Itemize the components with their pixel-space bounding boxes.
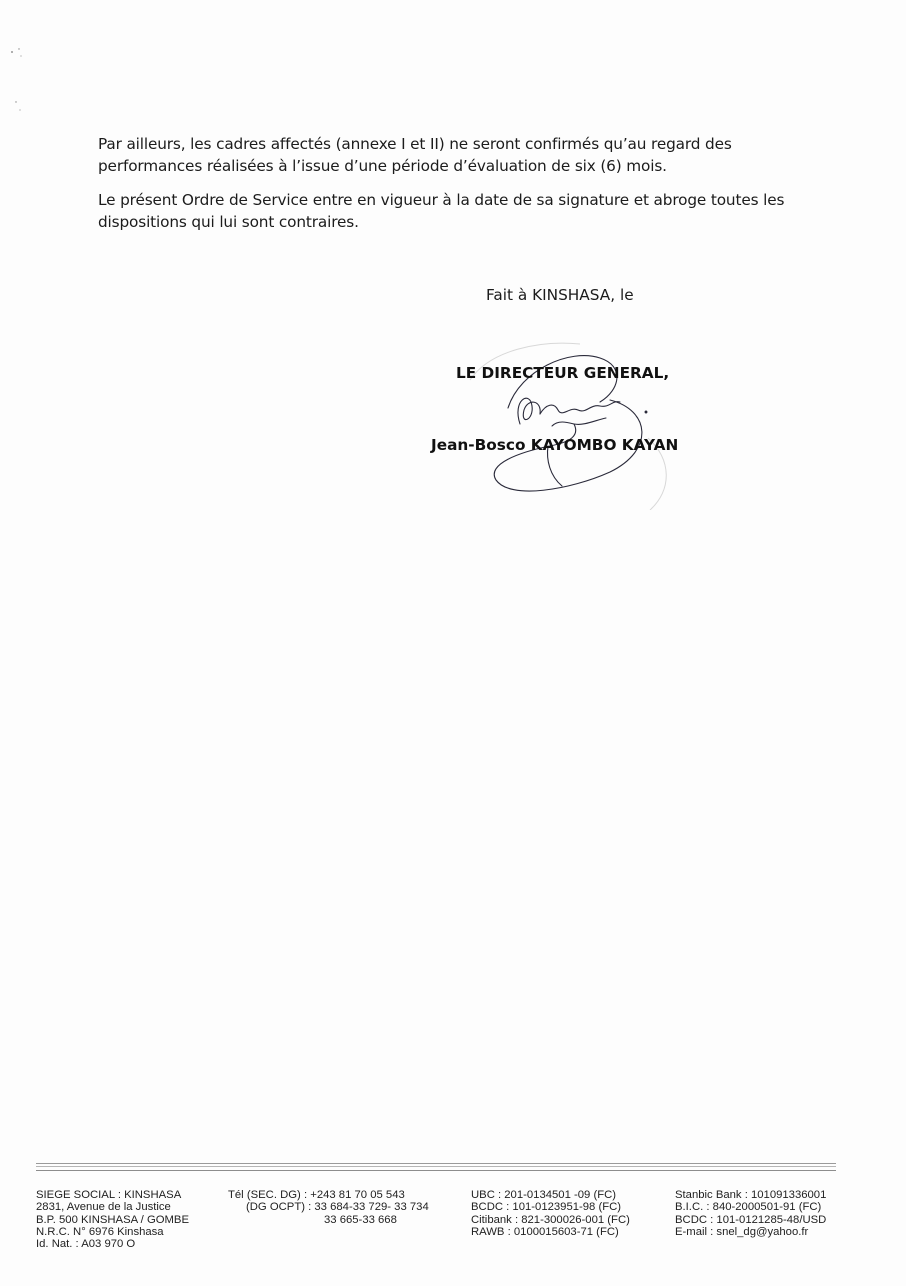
footer-phone xyxy=(228,1189,429,1226)
footer-address xyxy=(36,1189,189,1250)
scan-specks-decoration xyxy=(6,40,26,120)
footer-bank-line: Stanbic Bank : 101091336001 xyxy=(675,1189,827,1201)
footer-address-line: B.P. 500 KINSHASA / GOMBE xyxy=(36,1213,189,1226)
footer-rule xyxy=(36,1170,836,1171)
footer-banks-left xyxy=(471,1189,630,1238)
footer-bank-line: UBC : 201-0134501 -09 (FC) xyxy=(471,1189,617,1201)
footer-banks-right xyxy=(675,1189,826,1238)
footer-rule xyxy=(36,1166,836,1167)
place-date: Fait à KINSHASA, le xyxy=(486,286,634,304)
footer-phone-line: Tél (SEC. DG) : +243 81 70 05 543 xyxy=(228,1189,405,1201)
footer-bank-line: BCDC : 101-0123951-98 (FC) xyxy=(471,1201,622,1214)
signatory-title: LE DIRECTEUR GENERAL, xyxy=(456,364,670,382)
footer-phone-line: 33 665-33 668 xyxy=(324,1213,397,1226)
paragraph-confirmation: Par ailleurs, les cadres affectés (annexe I et II) ne seront confirmés qu’au regard des performances réalisées à l’issue d’une période d’évaluation de six (6) mois. xyxy=(98,135,732,175)
paragraph-effective-date: Le présent Ordre de Service entre en vigueur à la date de sa signature et abroge toutes les dispositions qui lui sont contraires. xyxy=(98,191,785,231)
footer-address-line: N.R.C. N° 6976 Kinshasa xyxy=(36,1225,164,1238)
footer-bank-line: BCDC : 101-0121285-48/USD xyxy=(675,1213,827,1226)
signatory-name: Jean-Bosco KAYOMBO KAYAN xyxy=(431,436,679,454)
footer-address-line: Id. Nat. : A03 970 O xyxy=(36,1238,136,1251)
footer-rule xyxy=(36,1163,836,1164)
body-text xyxy=(98,133,818,245)
footer-bank-line: B.I.C. : 840-2000501-91 (FC) xyxy=(675,1201,822,1214)
footer-address-line: 2831, Avenue de la Justice xyxy=(36,1201,171,1214)
footer-address-line: SIEGE SOCIAL : KINSHASA xyxy=(36,1189,182,1201)
footer-bank-line: RAWB : 0100015603-71 (FC) xyxy=(471,1225,619,1238)
footer-bank-line: Citibank : 821-300026-001 (FC) xyxy=(471,1213,630,1226)
footer-phone-line: (DG OCPT) : 33 684-33 729- 33 734 xyxy=(246,1201,429,1214)
footer-email[interactable]: E-mail : snel_dg@yahoo.fr xyxy=(675,1225,809,1238)
